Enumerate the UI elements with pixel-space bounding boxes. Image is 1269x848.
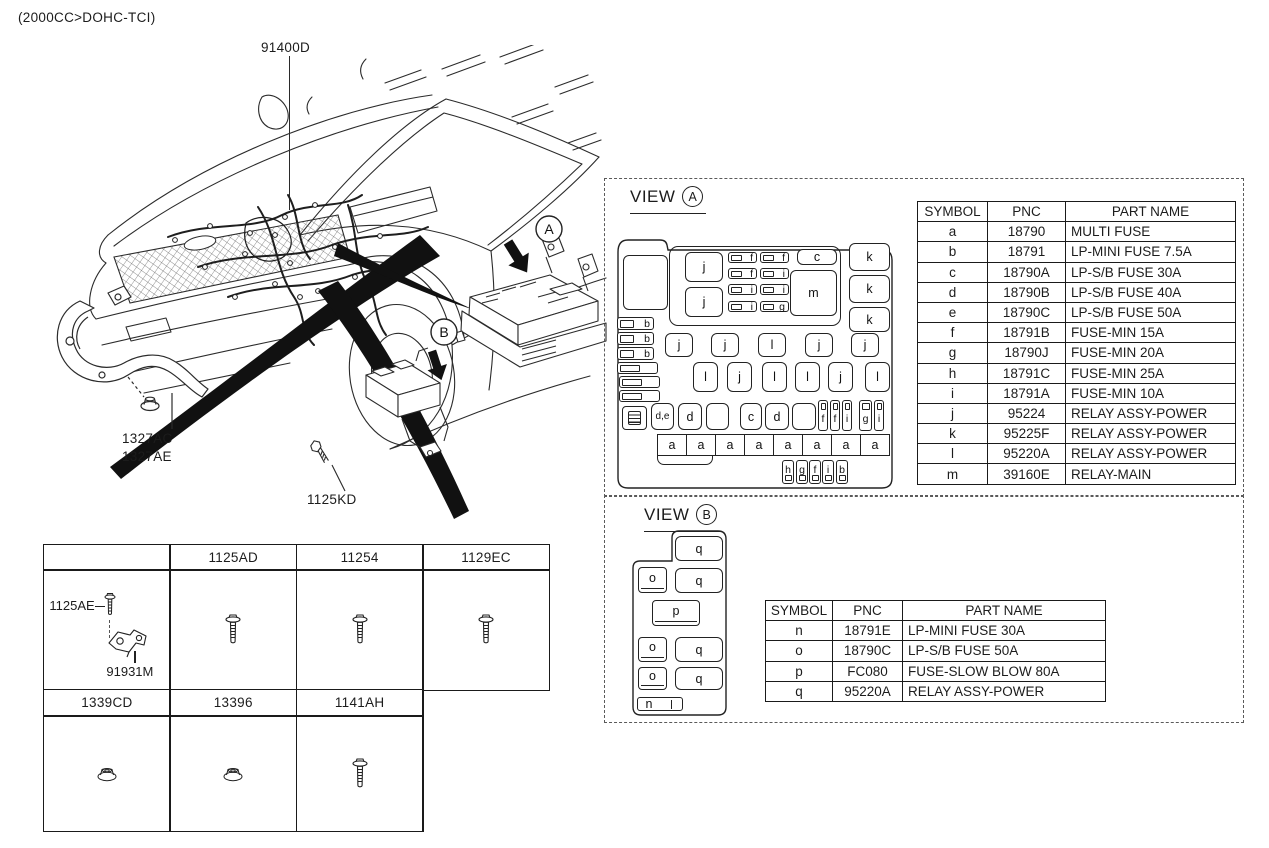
pnc-cell: 18791B: [988, 323, 1066, 343]
table-row: [766, 621, 1106, 641]
fuse-cell-label: i: [750, 283, 753, 296]
table-row: [918, 444, 1236, 464]
fuse-cell-a: [802, 434, 832, 456]
fuse-cell-label: b: [644, 332, 650, 345]
bolt-icon: [225, 613, 241, 647]
fuse-cell-label: h: [785, 463, 791, 476]
pnc-cell: 95225F: [988, 424, 1066, 444]
fuse-cell-j: [851, 333, 879, 357]
fastener-table-bottom: [43, 689, 424, 832]
part-name-cell: RELAY ASSY-POWER: [1066, 424, 1236, 444]
fuse-cell-label: f: [821, 412, 825, 425]
fuse-cell-l: [795, 362, 820, 392]
fuse-cell-d: [678, 403, 702, 430]
view-a-parts-table: [917, 201, 1236, 485]
bolt-icon: [307, 439, 334, 464]
fuse-cell-label: j: [702, 295, 706, 309]
table-row: [918, 363, 1236, 383]
part-name-cell: FUSE-MIN 15A: [1066, 323, 1236, 343]
symbol-cell: o: [766, 641, 833, 661]
fuse-cell-a: [686, 434, 716, 456]
fuse-cell-f: [760, 252, 789, 263]
table-row: [918, 424, 1236, 444]
fuse-cell-k: [849, 307, 890, 332]
fuse-box-a-illustration: [455, 233, 606, 367]
pnc-cell: 39160E: [988, 464, 1066, 484]
harness-part-label: 91400D: [261, 40, 311, 55]
fuse-cell-label: g: [862, 412, 869, 425]
fastener-header-blank: [44, 545, 169, 569]
fuse-cell-label: b: [644, 347, 650, 360]
part-name-cell: LP-S/B FUSE 40A: [1066, 282, 1236, 302]
flange-nut-icon: [222, 766, 244, 782]
fastener-header-1129EC: 1129EC: [424, 545, 549, 569]
pnc-cell: 95220A: [988, 444, 1066, 464]
symbol-cell: b: [918, 242, 988, 262]
fuse-cell-label: q: [695, 642, 703, 657]
fuse-cell-a: [831, 434, 861, 456]
fuse-cell-label: b: [839, 463, 845, 476]
table-row: [918, 403, 1236, 423]
fuse-cell-i: [822, 460, 834, 484]
fuse-cell-label: l: [806, 370, 809, 384]
fuse-cell-a: [860, 434, 890, 456]
fuse-cell-label: l: [773, 370, 776, 384]
table-row: [918, 343, 1236, 363]
fuse-cell-label: f: [782, 251, 785, 264]
bracket-icon: [106, 627, 152, 659]
column-header: PNC: [988, 202, 1066, 222]
fuse-cell-l: [758, 333, 786, 357]
fuse-cell-i: [842, 400, 852, 431]
table-row: [918, 323, 1236, 343]
fuse-cell-label: q: [695, 541, 703, 556]
bracket-sub-label: 91931M: [106, 663, 154, 679]
fuse-cell-label: k: [866, 250, 873, 264]
fuse-cell-label: i: [782, 267, 785, 280]
fuse-cell-label: a: [842, 438, 850, 452]
table-header-row: [766, 601, 1106, 621]
part-name-cell: LP-MINI FUSE 7.5A: [1066, 242, 1236, 262]
symbol-cell: f: [918, 323, 988, 343]
fuse-cell-label: f: [813, 463, 817, 476]
fuse-cell-label: i: [877, 412, 881, 425]
engine-variant-label: (2000CC>DOHC-TCI): [18, 10, 156, 25]
part-name-cell: LP-S/B FUSE 50A: [903, 641, 1106, 661]
small-bolt-icon: [104, 592, 116, 618]
fuse-slot: [657, 455, 713, 465]
fuse-cell-n: [637, 697, 683, 711]
fastener-cell-13396: [171, 717, 296, 831]
fuse-cell-a: [715, 434, 745, 456]
fuse-cell-o: [638, 667, 667, 690]
fuse-cell-i: [728, 284, 757, 295]
fuse-cell-f: [830, 400, 840, 431]
circled-a-marker: A: [682, 186, 703, 207]
fastener-cell-1141AH: [297, 717, 422, 831]
fuse-cell-k: [849, 243, 890, 271]
fuse-cell-h: [782, 460, 794, 484]
fuse-cell-l: [865, 362, 890, 392]
symbol-cell: p: [766, 661, 833, 681]
part-name-cell: RELAY ASSY-POWER: [1066, 444, 1236, 464]
fuse-cell-label: c: [813, 250, 821, 264]
column-header: PNC: [833, 601, 903, 621]
fuse-cell-label: j: [817, 338, 821, 352]
column-header: PART NAME: [903, 601, 1106, 621]
fuse-cell-b: [617, 317, 654, 330]
part-name-cell: LP-S/B FUSE 50A: [1066, 302, 1236, 322]
flange-nut-icon: [141, 397, 159, 410]
table-row: [766, 641, 1106, 661]
fastener-header-13396: 13396: [171, 690, 296, 715]
pnc-cell: 18790C: [833, 641, 903, 661]
bolt-icon: [478, 613, 494, 647]
fuse-cell-i: [728, 301, 757, 312]
fuse-slot: [706, 403, 729, 430]
fuse-cell-label: g: [779, 300, 785, 313]
fuse-cell-label: p: [672, 603, 680, 618]
pnc-cell: 18791E: [833, 621, 903, 641]
bracket-part-label-1: 1327AC: [122, 431, 173, 446]
fuse-cell-a: [657, 434, 687, 456]
bolt-icon: [352, 757, 368, 791]
symbol-cell: q: [766, 681, 833, 701]
part-name-cell: FUSE-SLOW BLOW 80A: [903, 661, 1106, 681]
fuse-cell-m: [790, 270, 837, 316]
part-name-cell: FUSE-MIN 10A: [1066, 383, 1236, 403]
symbol-cell: c: [918, 262, 988, 282]
view-b-parts-table: [765, 600, 1106, 702]
fuse-cell-label: j: [738, 370, 741, 384]
fuse-slot: [617, 362, 658, 374]
fuse-cell-label: b: [644, 317, 650, 330]
fuse-cell-label: a: [871, 438, 879, 452]
fuse-cell-label: i: [782, 283, 785, 296]
fuse-cell-c: [740, 403, 762, 430]
symbol-cell: k: [918, 424, 988, 444]
fuse-cell-j: [727, 362, 752, 392]
pnc-cell: 18790: [988, 222, 1066, 242]
fuse-cell-j: [711, 333, 739, 357]
view-a-underline: [630, 213, 706, 214]
fuse-cell-label: k: [866, 312, 873, 327]
part-name-cell: RELAY ASSY-POWER: [903, 681, 1106, 701]
symbol-cell: n: [766, 621, 833, 641]
fastener-header-1339CD: 1339CD: [44, 690, 169, 715]
fuse-cell-d,e: [651, 403, 674, 430]
bolt-part-label: 1125KD: [307, 492, 357, 507]
fuse-cell-label: a: [755, 438, 763, 452]
table-row: [918, 383, 1236, 403]
fastener-cell-11254: [297, 571, 422, 690]
fuse-cell-label: f: [750, 267, 753, 280]
fuse-cell-f: [818, 400, 828, 431]
table-row: [766, 681, 1106, 701]
fastener-cell-1129EC: [424, 571, 549, 690]
column-header: PART NAME: [1066, 202, 1236, 222]
fuse-slot: [619, 376, 660, 388]
fuse-cell-f: [728, 268, 757, 279]
fastener-cell-1339CD: [44, 717, 169, 831]
fuse-cell-q: [675, 568, 723, 593]
column-header: SYMBOL: [918, 202, 988, 222]
fuse-cell-j: [685, 252, 723, 282]
fuse-cell-b: [836, 460, 848, 484]
fuse-cell-label: l: [704, 370, 707, 384]
circled-b-marker: B: [696, 504, 717, 525]
fuse-cell-i: [760, 284, 789, 295]
svg-text:A: A: [544, 221, 554, 237]
fuse-cell-label: q: [695, 671, 703, 686]
table-row: [766, 661, 1106, 681]
fuse-cell-label: a: [726, 438, 734, 452]
fuse-cell-label: j: [723, 338, 727, 352]
fuse-cell-b: [617, 332, 654, 345]
fastener-header-1125AD: 1125AD: [171, 545, 296, 569]
fuse-cell-label: g: [799, 463, 805, 476]
column-header: SYMBOL: [766, 601, 833, 621]
fuse-cell-g: [796, 460, 808, 484]
symbol-cell: a: [918, 222, 988, 242]
symbol-cell: i: [918, 383, 988, 403]
pnc-cell: 95220A: [833, 681, 903, 701]
fuse-cell-label: j: [677, 338, 681, 352]
symbol-cell: j: [918, 403, 988, 423]
parts-table: [765, 600, 1106, 702]
fuse-cell-q: [675, 637, 723, 662]
fuse-cell-label: k: [866, 282, 873, 296]
fuse-slot: [792, 403, 816, 430]
fastener-header-1141AH: 1141AH: [297, 690, 422, 715]
fuse-cell-label: q: [695, 573, 703, 588]
svg-text:B: B: [439, 324, 449, 340]
view-b-title-text: VIEW: [644, 504, 690, 524]
fuse-cell-label: d,e: [655, 411, 670, 422]
part-name-cell: MULTI FUSE: [1066, 222, 1236, 242]
table-row: [918, 464, 1236, 484]
fuse-cell-d: [765, 403, 789, 430]
fuse-cell-a: [773, 434, 803, 456]
fuse-cell-label: c: [747, 409, 755, 424]
fuse-cell-label: l: [876, 370, 879, 384]
fuse-cell-q: [675, 667, 723, 690]
fuse-cell-j: [665, 333, 693, 357]
fuse-cell-j: [685, 287, 723, 317]
fuse-slot: [622, 406, 647, 430]
fuse-cell-label: j: [839, 370, 842, 384]
fuse-cell-j: [805, 333, 833, 357]
part-name-cell: FUSE-MIN 25A: [1066, 363, 1236, 383]
fuse-cell-o: [638, 567, 667, 593]
fuse-cell-l: [693, 362, 718, 392]
fuse-map-a: [616, 238, 894, 490]
fuse-cell-label: a: [668, 438, 676, 452]
fuse-cell-label: o: [649, 640, 656, 654]
pnc-cell: 18791A: [988, 383, 1066, 403]
fuse-cell-g: [760, 301, 789, 312]
fuse-cell-label: j: [702, 260, 706, 274]
fuse-map-b: [630, 528, 730, 720]
fuse-cell-l: [762, 362, 787, 392]
view-b-title: [644, 504, 717, 525]
pnc-cell: 18791C: [988, 363, 1066, 383]
table-row: [918, 262, 1236, 282]
parts-table: [917, 201, 1236, 485]
fuse-cell-label: o: [649, 669, 656, 683]
table-row: [918, 282, 1236, 302]
fuse-cell-label: i: [826, 463, 830, 476]
pnc-cell: 18790J: [988, 343, 1066, 363]
fuse-cell-b: [617, 347, 654, 360]
bolt-sub-label: 1125AE: [49, 597, 95, 613]
fuse-slot: [623, 255, 668, 310]
fuse-cell-q: [675, 536, 723, 561]
part-name-cell: LP-S/B FUSE 30A: [1066, 262, 1236, 282]
fuse-cell-label: i: [750, 300, 753, 313]
symbol-cell: e: [918, 302, 988, 322]
part-name-cell: RELAY-MAIN: [1066, 464, 1236, 484]
view-a-title-text: VIEW: [630, 186, 676, 206]
symbol-cell: h: [918, 363, 988, 383]
table-row: [918, 242, 1236, 262]
fuse-cell-label: a: [784, 438, 792, 452]
fuse-cell-i: [874, 400, 884, 431]
flange-nut-icon: [96, 766, 118, 782]
fuse-cell-a: [744, 434, 774, 456]
symbol-cell: d: [918, 282, 988, 302]
fuse-cell-label: j: [863, 338, 867, 352]
pnc-cell: 18790C: [988, 302, 1066, 322]
part-name-cell: RELAY ASSY-POWER: [1066, 403, 1236, 423]
table-header-row: [918, 202, 1236, 222]
fuse-cell-label: f: [750, 251, 753, 264]
mounting-bracket-illustration: [57, 286, 208, 429]
fuse-cell-o: [638, 637, 667, 662]
symbol-cell: m: [918, 464, 988, 484]
bracket-part-label-2: 1327AE: [122, 449, 172, 464]
fuse-cell-g: [859, 400, 872, 431]
pnc-cell: 18790A: [988, 262, 1066, 282]
pnc-cell: 18791: [988, 242, 1066, 262]
pnc-cell: FC080: [833, 661, 903, 681]
fastener-header-11254: 11254: [297, 545, 422, 569]
fuse-cell-f: [809, 460, 821, 484]
fuse-cell-f: [728, 252, 757, 263]
fuse-cell-c: [797, 249, 837, 265]
fuse-cell-p: [652, 600, 700, 626]
fuse-cell-label: a: [813, 438, 821, 452]
table-row: [918, 302, 1236, 322]
fuse-cell-label: a: [697, 438, 705, 452]
leader-line: [134, 651, 135, 663]
fastener-table-top: [43, 544, 550, 691]
fuse-cell-label: m: [808, 286, 819, 300]
fuse-cell-label: n: [645, 697, 653, 711]
fuse-cell-k: [849, 275, 890, 303]
fuse-cell-label: i: [845, 412, 849, 425]
fuse-cell-label: d: [686, 409, 694, 424]
pnc-cell: 95224: [988, 403, 1066, 423]
symbol-cell: l: [918, 444, 988, 464]
fuse-cell-label: f: [833, 412, 837, 425]
bracket-assembly-cell: [44, 571, 169, 690]
bolt-icon: [352, 613, 368, 647]
part-name-cell: LP-MINI FUSE 30A: [903, 621, 1106, 641]
fuse-cell-label: d: [773, 409, 781, 424]
part-name-cell: FUSE-MIN 20A: [1066, 343, 1236, 363]
fuse-cell-label: l: [770, 338, 774, 352]
fuse-slot: [619, 390, 660, 402]
fuse-cell-i: [760, 268, 789, 279]
pnc-cell: 18790B: [988, 282, 1066, 302]
fuse-cell-j: [828, 362, 853, 392]
fuse-cell-label: o: [649, 570, 656, 585]
symbol-cell: g: [918, 343, 988, 363]
table-row: [918, 222, 1236, 242]
view-a-title: [630, 186, 703, 207]
fastener-cell-1125AD: [171, 571, 296, 690]
